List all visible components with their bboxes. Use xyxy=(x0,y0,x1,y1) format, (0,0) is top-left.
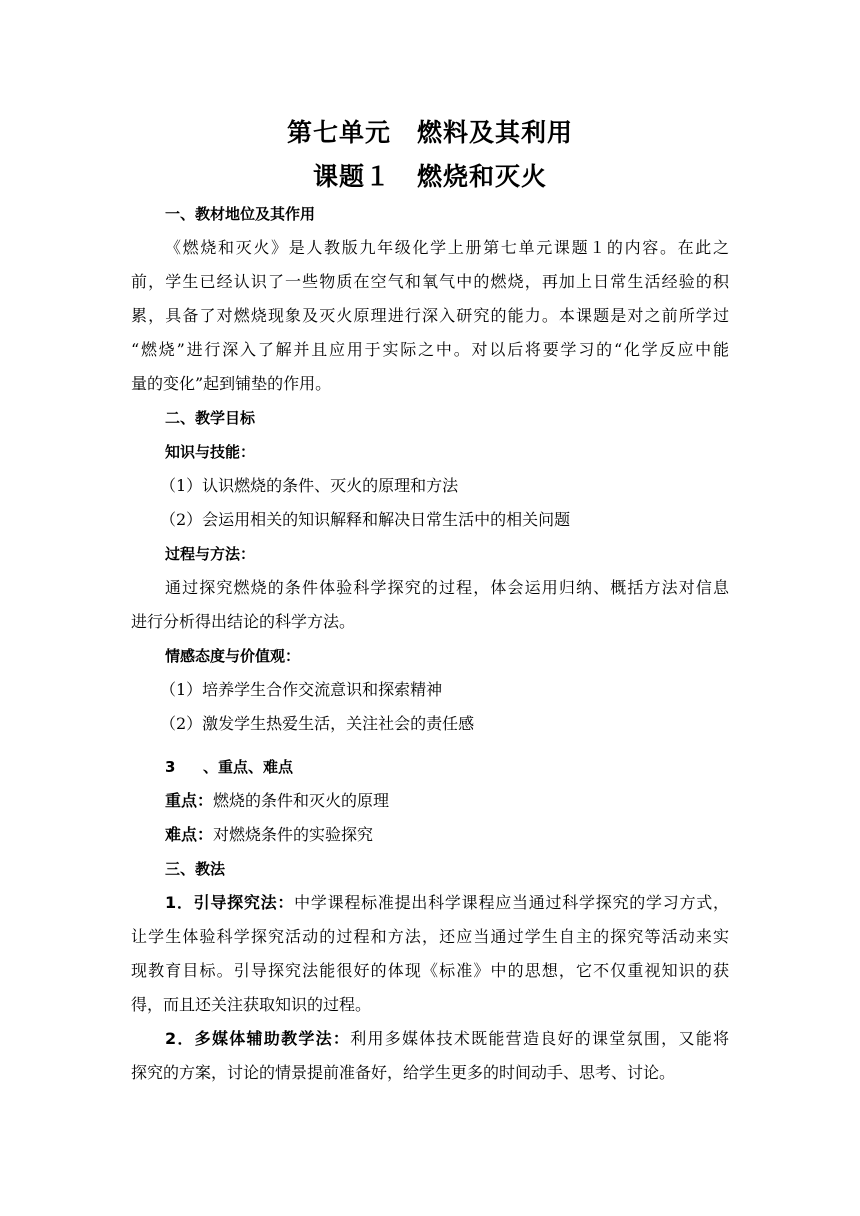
key-label: 重点： xyxy=(165,791,214,810)
difficulty-text: 对燃烧条件的实验探究 xyxy=(213,825,374,844)
difficulty-points xyxy=(165,825,763,845)
difficulty-label: 难点： xyxy=(165,825,214,844)
method2-text: 利用多媒体技术既能营造良好的课堂氛围，又能将 xyxy=(350,1029,729,1048)
section1-line: 前，学生已经认识了一些物质在空气和氧气中的燃烧，再加上日常生活经验的积 xyxy=(131,272,729,291)
method1-line: 现教育目标。引导探究法能很好的体现《标准》中的思想，它不仅重视知识的获 xyxy=(131,961,729,980)
lesson-title: 课题１ 燃烧和灭火 xyxy=(312,162,547,191)
method2-label: 2．多媒体辅助教学法： xyxy=(165,1029,351,1048)
section1-line: 《燃烧和灭火》是人教版九年级化学上册第七单元课题１的内容。在此之 xyxy=(165,238,729,257)
section1-line: 累，具备了对燃烧现象及灭火原理进行深入研究的能力。本课题是对之前所学过 xyxy=(131,306,729,325)
method2-first-line xyxy=(165,1029,729,1049)
method1-line: 得，而且还关注获取知识的过程。 xyxy=(131,995,372,1014)
key-points xyxy=(165,791,763,811)
section3-heading: 、重点、难点 xyxy=(203,758,294,776)
emotion-item: （2）激发学生热爱生活，关注社会的责任感 xyxy=(160,714,475,733)
section1-line: “燃烧”进行深入了解并且应用于实际之中。对以后将要学习的“化学反应中能 xyxy=(131,340,729,359)
section1-heading: 一、教材地位及其作用 xyxy=(165,205,316,223)
section2-heading: 二、教学目标 xyxy=(165,409,256,427)
method2-line: 探究的方案，讨论的情景提前准备好，给学生更多的时间动手、思考、讨论。 xyxy=(131,1063,676,1082)
method1-line: 让学生体验科学探究活动的过程和方法，还应当通过学生自主的探究等活动来实 xyxy=(131,927,729,946)
emotion-label: 情感态度与价值观： xyxy=(165,647,301,665)
section3-number: 3 xyxy=(165,758,176,776)
key-text: 燃烧的条件和灭火的原理 xyxy=(213,791,390,810)
knowledge-label: 知识与技能： xyxy=(165,443,256,461)
process-line: 进行分析得出结论的科学方法。 xyxy=(131,612,356,631)
unit-title: 第七单元 燃料及其利用 xyxy=(286,118,573,147)
process-label: 过程与方法： xyxy=(165,545,256,563)
knowledge-item: （1）认识燃烧的条件、灭火的原理和方法 xyxy=(160,476,459,495)
process-line: 通过探究燃烧的条件体验科学探究的过程，体会运用归纳、概括方法对信息 xyxy=(165,578,729,597)
knowledge-item: （2）会运用相关的知识解释和解决日常生活中的相关问题 xyxy=(160,510,571,529)
section4-heading: 三、教法 xyxy=(165,860,226,878)
method1-first-line xyxy=(165,893,729,913)
emotion-item: （1）培养学生合作交流意识和探索精神 xyxy=(160,680,443,699)
method1-label: 1．引导探究法： xyxy=(165,893,295,912)
section1-line: 量的变化”起到铺垫的作用。 xyxy=(131,374,332,393)
method1-text: 中学课程标准提出科学课程应当通过科学探究的学习方式， xyxy=(294,893,729,912)
